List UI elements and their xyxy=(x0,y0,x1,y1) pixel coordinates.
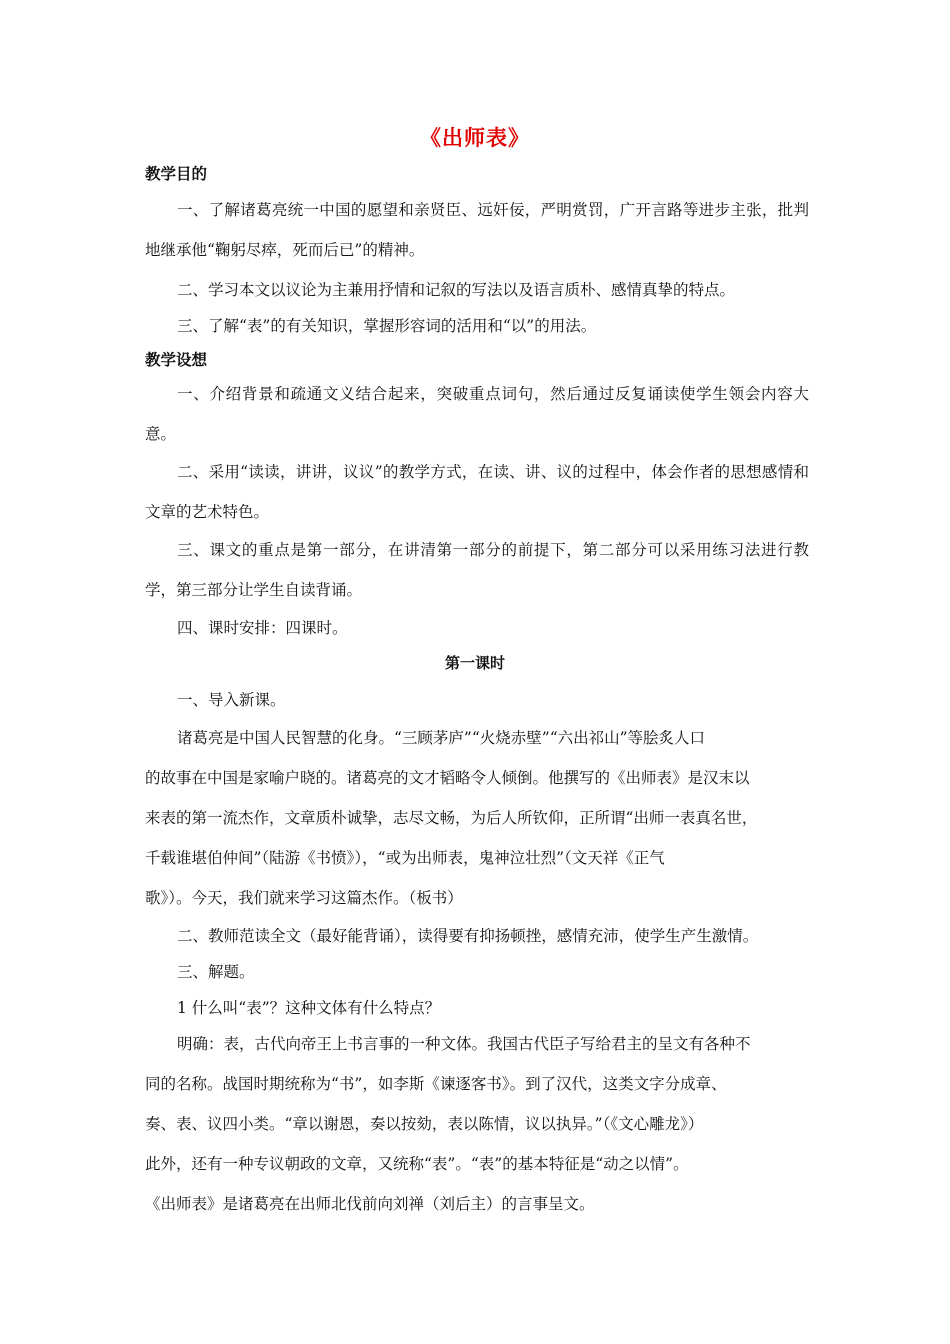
question-1: 1 什么叫“表”？这种文体有什么特点？ xyxy=(177,999,441,1017)
intro-line-3: 来表的第一流杰作，文章质朴诚挚，志尽文畅，为后人所钦仰，正所谓“出师一表真名世， xyxy=(145,809,758,827)
document-title: 《出师表》 xyxy=(420,125,530,150)
goal-paragraph-1: 一、了解诸葛亮统一中国的愿望和亲贤臣、远奸佞，严明赏罚，广开言路等进步主张，批判地继承他“鞠躬尽瘁，死而后已”的精神。 xyxy=(145,201,809,259)
design-paragraph-4: 四、课时安排：四课时。 xyxy=(177,619,348,637)
answer-line-2: 同的名称。战国时期统称为“书”，如李斯《谏逐客书》。到了汉代，这类文字分成章、 xyxy=(145,1075,727,1093)
section-heading-design: 教学设想 xyxy=(145,350,208,369)
intro-line-2: 的故事在中国是家喻户晓的。诸葛亮的文才韬略令人倾倒。他撰写的《出师表》是汉末以 xyxy=(145,769,750,787)
design-paragraph-1: 一、介绍背景和疏通文义结合起来，突破重点词句，然后通过反复诵读使学生领会内容大意。 xyxy=(145,385,809,443)
goal-paragraph-2: 二、学习本文以议论为主兼用抒情和记叙的写法以及语言质朴、感情真挚的特点。 xyxy=(177,281,736,299)
lesson-step-2: 二、教师范读全文（最好能背诵），读得要有抑扬顿挫，感情充沛，使学生产生激情。 xyxy=(177,927,759,945)
lesson-heading: 第一课时 xyxy=(444,654,505,672)
lesson-step-1: 一、导入新课。 xyxy=(177,691,286,709)
design-paragraph-3: 三、课文的重点是第一部分，在讲清第一部分的前提下，第二部分可以采用练习法进行教学，第三部分让学生自读背诵。 xyxy=(145,541,809,599)
lesson-step-3: 三、解题。 xyxy=(177,963,255,981)
section-heading-goals: 教学目的 xyxy=(145,164,208,183)
answer-line-3: 奏、表、议四小类。“章以谢恩，奏以按劾，表以陈情，议以执异。”（《文心雕龙》） xyxy=(145,1115,704,1133)
design-paragraph-2: 二、采用“读读，讲讲，议议”的教学方式，在读、讲、议的过程中，体会作者的思想感情和文章的艺术特色。 xyxy=(145,463,809,521)
intro-line-4: 千载谁堪伯仲间”（陆游《书愤》），“或为出师表，鬼神泣壮烈”（文天祥《正气 xyxy=(145,849,665,867)
answer-line-4: 此外，还有一种专议朝政的文章，又统称“表”。“表”的基本特征是“动之以情”。 xyxy=(145,1155,689,1173)
answer-line-1: 明确：表，古代向帝王上书言事的一种文体。我国古代臣子写给君主的呈文有各种不 xyxy=(177,1035,751,1053)
goal-paragraph-3: 三、了解“表”的有关知识，掌握形容词的活用和“以”的用法。 xyxy=(177,317,597,335)
intro-line-1: 诸葛亮是中国人民智慧的化身。“三顾茅庐”“火烧赤壁”“六出祁山”等脍炙人口 xyxy=(177,729,706,747)
answer-line-5: 《出师表》是诸葛亮在出师北伐前向刘禅（刘后主）的言事呈文。 xyxy=(145,1195,595,1213)
intro-line-5: 歌》）。今天，我们就来学习这篇杰作。（板书） xyxy=(145,889,463,907)
